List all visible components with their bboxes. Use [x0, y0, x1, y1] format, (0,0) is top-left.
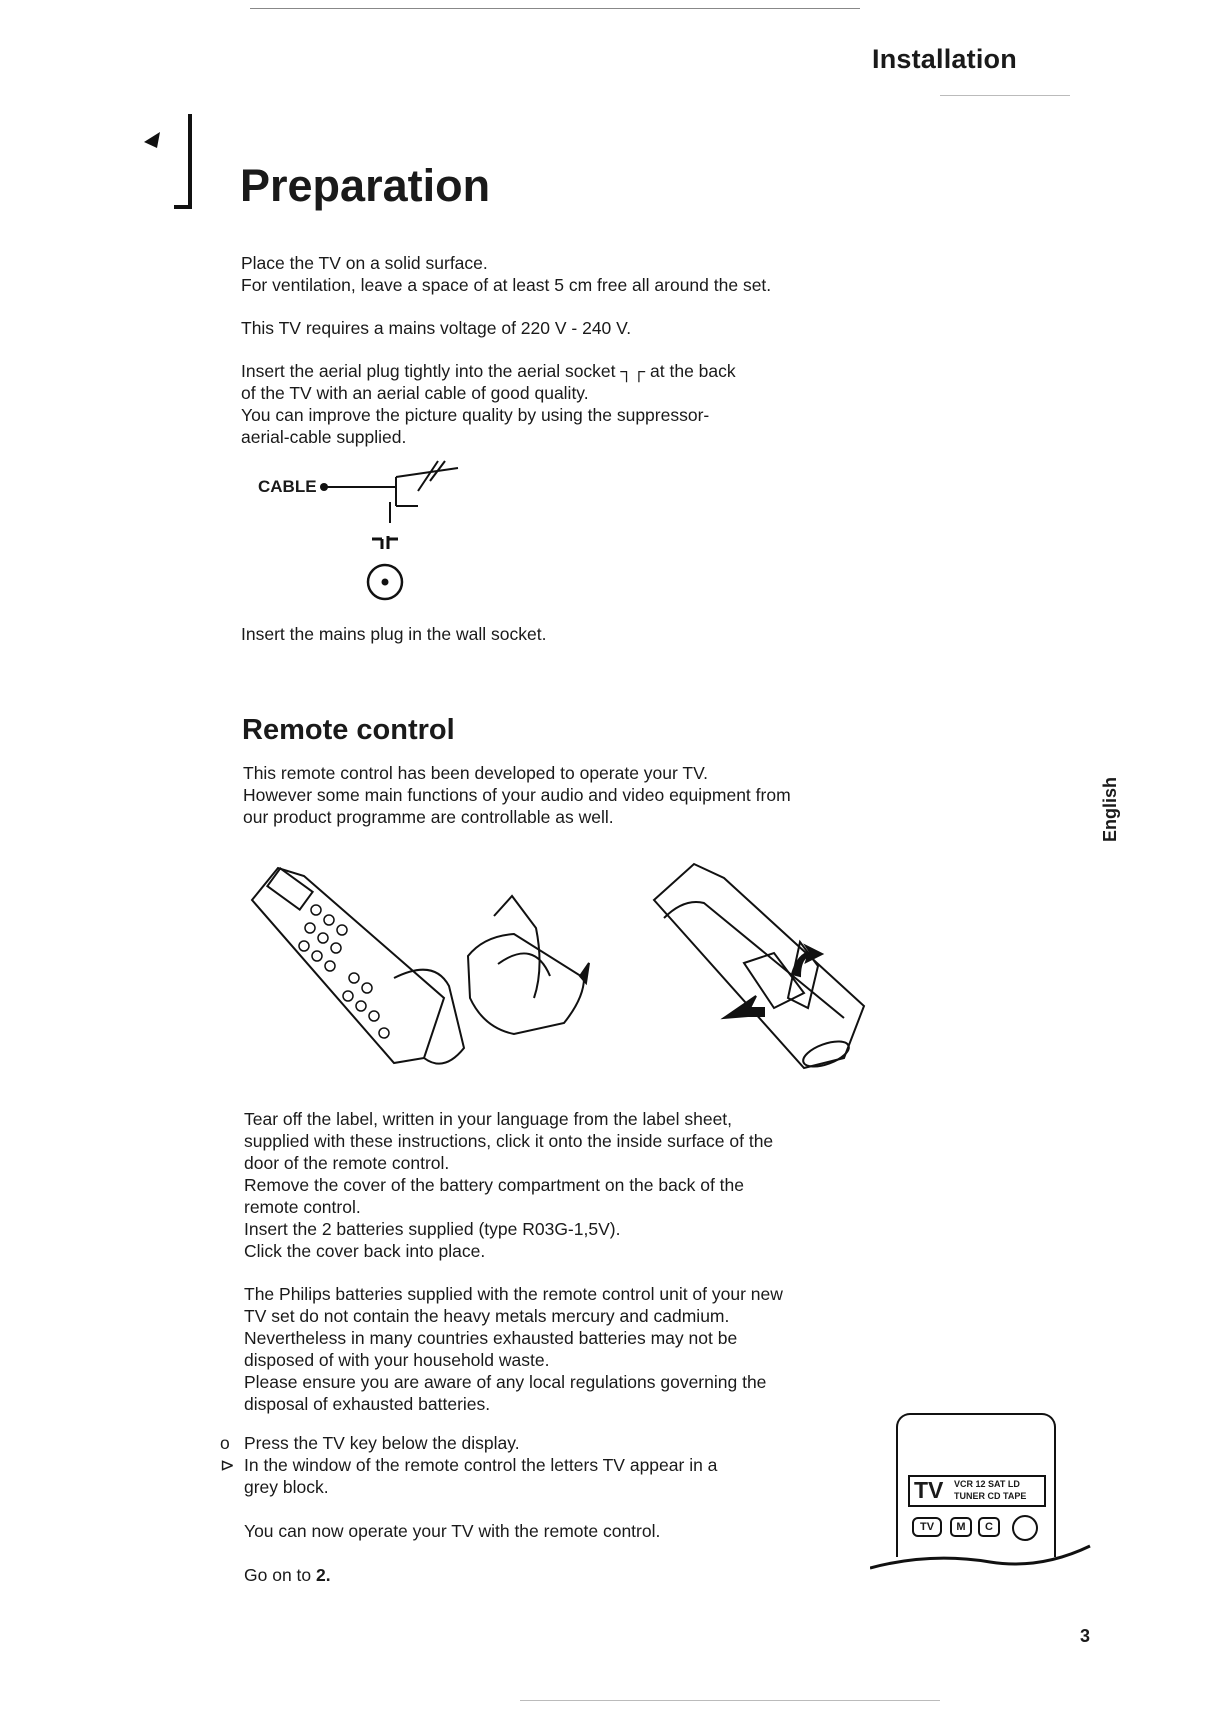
operate-text: You can now operate your TV with the remote control.	[244, 1521, 661, 1541]
remote-display-figure	[896, 1413, 1056, 1557]
mains-instruction: Insert the mains plug in the wall socket.	[241, 624, 547, 644]
language-tab: English	[1100, 776, 1120, 842]
battery-disposal-para: The Philips batteries supplied with the remote control unit of your new TV set do not contain the heavy metals mercury and cadmium. Nevertheless in many countries exhausted batteries may not be disposed of with your household waste. Please ensure you are aware of any local regulations governing the disposal of exhausted batteries.	[244, 1284, 783, 1414]
tv-indicator: TV	[914, 1477, 944, 1503]
chapter-marker	[140, 112, 200, 217]
chapter-number: 1	[140, 112, 141, 113]
aerial-icon	[396, 468, 458, 477]
battery-compartment-figure	[654, 864, 864, 1072]
cable-label: CABLE	[258, 477, 317, 496]
prep-para-1: Place the TV on a solid surface. For ventilation, leave a space of at least 5 cm free all around the set.	[241, 253, 772, 295]
display-row-1: VCR 12 SAT LD	[954, 1479, 1020, 1489]
remote-instructions	[244, 1108, 884, 1436]
header-rule	[940, 95, 1070, 96]
remote-intro: This remote control has been developed to operate your TV. However some main functions of your audio and video equipment from our product programme are controllable as well.	[243, 763, 791, 827]
remote-display-window	[908, 1475, 1046, 1507]
remote-open-door-figure	[252, 868, 464, 1064]
display-row-2: TUNER CD TAPE	[954, 1491, 1027, 1501]
step-result: ⊳ In the window of the remote control the letters TV appear in a	[220, 1455, 718, 1475]
result-arrow-icon: ⊳	[220, 1455, 235, 1475]
label-battery-para: Tear off the label, written in your language from the label sheet, supplied with these instructions, click it onto the inside surface of the door of the remote control. Remove the cover of the battery compartment on the back of the remote control. Insert the 2 batteries supplied (type R03G-1,5V). Click the cover back into place.	[244, 1109, 774, 1261]
round-button-icon	[1012, 1515, 1038, 1541]
remote-illustrations	[244, 858, 884, 1078]
preparation-text	[241, 252, 881, 469]
go-on-text: Go on to 2.	[244, 1565, 331, 1585]
down-arrow-icon	[580, 963, 589, 983]
remote-heading: Remote control	[242, 714, 455, 746]
step-bullet-icon: o	[220, 1433, 230, 1453]
menu-key: M	[950, 1517, 972, 1537]
c-key: C	[978, 1517, 1000, 1537]
top-rule	[250, 8, 860, 9]
prep-para-3: Insert the aerial plug tightly into the aerial socket ┐┌ at the back of the TV with an aerial cable of good quality. You can improve the picture quality by using the suppressor- aerial-cable supplied.	[241, 361, 736, 447]
page-title: Preparation	[240, 160, 491, 211]
step-press-tv: o Press the TV key below the display.	[220, 1433, 520, 1453]
prep-para-2: This TV requires a mains voltage of 220 V - 240 V.	[241, 318, 632, 338]
page-number: 3	[1080, 1626, 1091, 1646]
tv-key: TV	[912, 1517, 942, 1537]
section-header: Installation	[872, 44, 1017, 74]
aerial-diagram	[318, 456, 468, 606]
bottom-rule	[520, 1700, 940, 1701]
step-result-cont: grey block.	[244, 1477, 329, 1497]
chapter-tick-icon	[144, 132, 160, 148]
label-insert-figure	[468, 896, 589, 1034]
hand-curve	[870, 1540, 1110, 1580]
